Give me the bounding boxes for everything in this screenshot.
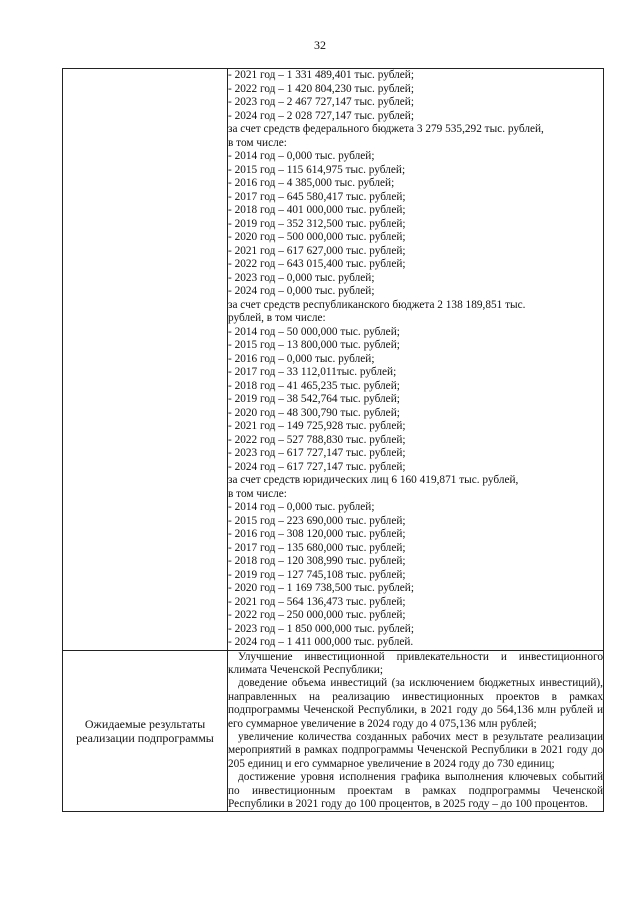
funding-line: - 2019 год – 127 745,108 тыс. рублей; — [228, 568, 406, 581]
funding-line: - 2014 год – 50 000,000 тыс. рублей; — [228, 325, 400, 338]
funding-line: - 2016 год – 308 120,000 тыс. рублей; — [228, 528, 406, 540]
funding-line: - 2018 год – 120 308,990 тыс. рублей; — [228, 555, 406, 567]
funding-line: - 2015 год – 223 690,000 тыс. рублей; — [228, 514, 406, 527]
results-paragraph: увеличение количества созданных рабочих мест в результате реализации мероприятий в рамках подпрограммы Чеченской Республики в 2021 году до 205 единиц и его суммарное увеличение в 2024 году до 730 единиц; — [228, 730, 603, 770]
funding-row — [63, 69, 604, 651]
funding-line: - 2023 год – 1 850 000,000 тыс. рублей; — [228, 622, 414, 635]
funding-line: - 2014 год – 0,000 тыс. рублей; — [228, 150, 375, 162]
funding-line: за счет средств федерального бюджета 3 279 535,292 тыс. рублей, — [228, 123, 544, 135]
funding-line: - 2016 год – 4 385,000 тыс. рублей; — [228, 177, 395, 189]
funding-line: - 2015 год – 115 614,975 тыс. рублей; — [228, 163, 406, 176]
funding-line: за счет средств республиканского бюджета 2 138 189,851 тыс. — [228, 298, 526, 311]
funding-line: в том числе: — [228, 136, 287, 149]
funding-line: - 2022 год – 527 788,830 тыс. рублей; — [228, 433, 406, 446]
funding-line: - 2017 год – 135 680,000 тыс. рублей; — [228, 541, 406, 554]
results-row — [63, 650, 604, 812]
results-paragraph: Улучшение инвестиционной привлекательности и инвестиционного климата Чеченской Республики; — [228, 650, 603, 676]
results-label-cell — [63, 650, 228, 812]
funding-line: - 2017 год – 33 112,011тыс. рублей; — [228, 366, 397, 378]
funding-line: - 2018 год – 401 000,000 тыс. рублей; — [228, 204, 406, 216]
funding-line: - 2020 год – 500 000,000 тыс. рублей; — [228, 231, 406, 243]
funding-line: - 2015 год – 13 800,000 тыс. рублей; — [228, 339, 400, 351]
funding-label-cell — [63, 69, 228, 651]
subprogram-passport-table — [62, 68, 604, 812]
results-paragraph: достижение уровня исполнения графика выполнения ключевых событий по инвестиционным проектам в рамках подпрограммы Чеченской Республики в 2021 году до 100 процентов, в 2025 году – до 100 процентов. — [228, 771, 603, 810]
funding-line: - 2023 год – 617 727,147 тыс. рублей; — [228, 447, 406, 459]
funding-line: - 2016 год – 0,000 тыс. рублей; — [228, 352, 375, 365]
funding-line: - 2022 год – 1 420 804,230 тыс. рублей; — [228, 82, 414, 95]
funding-line: - 2020 год – 48 300,790 тыс. рублей; — [228, 406, 400, 419]
funding-line: в том числе: — [228, 487, 287, 500]
funding-line: - 2024 год – 617 727,147 тыс. рублей; — [228, 460, 406, 473]
funding-line: - 2020 год – 1 169 738,500 тыс. рублей; — [228, 582, 414, 594]
funding-line: рублей, в том числе: — [228, 312, 326, 324]
funding-line: - 2023 год – 0,000 тыс. рублей; — [228, 271, 375, 284]
funding-line: - 2022 год – 643 015,400 тыс. рублей; — [228, 258, 406, 270]
funding-line: - 2014 год – 0,000 тыс. рублей; — [228, 501, 375, 513]
results-label: Ожидаемые результаты реализации подпрограммы — [76, 716, 214, 745]
funding-line: - 2024 год – 1 411 000,000 тыс. рублей. — [228, 636, 414, 648]
funding-lines — [228, 69, 603, 650]
funding-line: - 2018 год – 41 465,235 тыс. рублей; — [228, 379, 400, 392]
funding-line: - 2017 год – 645 580,417 тыс. рублей; — [228, 190, 406, 203]
page-number: 32 — [314, 38, 326, 52]
funding-line: - 2024 год – 0,000 тыс. рублей; — [228, 285, 375, 297]
funding-line: - 2021 год – 1 331 489,401 тыс. рублей; — [228, 69, 414, 81]
funding-line: за счет средств юридических лиц 6 160 419,871 тыс. рублей, — [228, 474, 519, 486]
funding-line: - 2021 год – 617 627,000 тыс. рублей; — [228, 244, 406, 257]
results-paragraph: доведение объема инвестиций (за исключением бюджетных инвестиций), направленных на реализацию инвестиционных проектов в рамках подпрограммы Чеченской Республики, в 2021 году до 564,136 млн рублей и его суммарное увеличение в 2024 году до 4 075,136 млн рублей; — [228, 677, 603, 730]
funding-line: - 2022 год – 250 000,000 тыс. рублей; — [228, 609, 406, 621]
funding-line: - 2019 год – 38 542,764 тыс. рублей; — [228, 393, 400, 405]
funding-value-cell — [228, 69, 604, 651]
funding-line: - 2021 год – 149 725,928 тыс. рублей; — [228, 420, 406, 432]
funding-line: - 2024 год – 2 028 727,147 тыс. рублей; — [228, 109, 414, 122]
results-value-cell — [228, 650, 604, 812]
funding-line: - 2023 год – 2 467 727,147 тыс. рублей; — [228, 96, 414, 108]
funding-line: - 2019 год – 352 312,500 тыс. рублей; — [228, 217, 406, 230]
funding-line: - 2021 год – 564 136,473 тыс. рублей; — [228, 595, 406, 608]
